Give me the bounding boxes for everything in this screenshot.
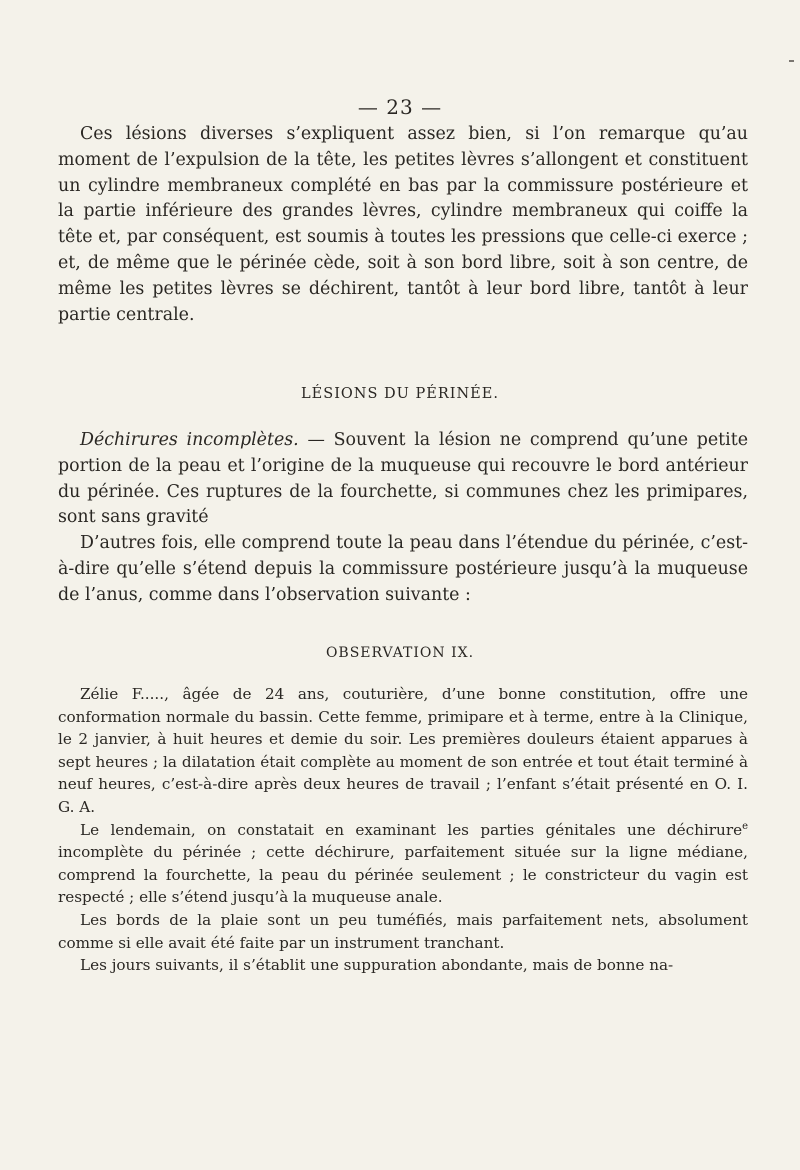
- superscript-e: e: [742, 820, 748, 832]
- observation-paragraph-2-start: Le lendemain, on constatait en examinant les parties génitales une déchirure: [80, 820, 743, 839]
- section-paragraph-1: [58, 428, 748, 531]
- page-edge-mark: [789, 60, 794, 62]
- intro-paragraph: Ces lésions diverses s’expliquent assez bien, si l’on remarque qu’au moment de l’expulsion de la tête, les petites lèvres s’allongent et constituent un cylindre membraneux complété en bas par la commissure postérieure et la partie inférieure des grandes lèvres, cylindre membraneux qui coiffe la tête et, par conséquent, est soumis à toutes les pressions que celle-ci exerce ; et, de même que le périnée cède, soit à son bord libre, soit à son centre, de même les petites lèvres se déchirent, tantôt à leur bord libre, tantôt à leur partie centrale.: [58, 124, 748, 325]
- observation-paragraph-1: Zélie F....., âgée de 24 ans, couturière, d’une bonne constitution, offre une conformation normale du bassin. Cette femme, primipare et à terme, entre à la Clinique, le 2 janvier, à huit heures et demie du soir. Les premières douleurs étaient apparues à sept heures ; la dilatation était complète au moment de son entrée et tout était terminé à neuf heures, c’est-à-dire après deux heures de travail ; l’enfant s’était présenté en O. I. G. A.: [58, 685, 748, 816]
- observation-body: [58, 683, 748, 977]
- observation-paragraph-4: Les jours suivants, il s’établit une suppuration abondante, mais de bonne na-: [80, 956, 674, 975]
- observation-paragraph-2: [58, 819, 748, 909]
- section-paragraph-2: D’autres fois, elle comprend toute la peau dans l’étendue du périnée, c’est-à-dire qu’elle s’étend depuis la commissure postérieure jusqu’à la muqueuse de l’anus, comme dans l’observation suivante :: [58, 533, 748, 605]
- observation-paragraph-2-end: incomplète du périnée ; cette déchirure, parfaitement située sur la ligne médiane, comprend la fourchette, la peau du périnée seulement ; le constricteur du vagin est respecté ; elle s’étend jusqu’à la muqueuse anale.: [58, 843, 748, 907]
- section-paragraph-1-text: — Souvent la lésion ne comprend qu’une petite portion de la peau et l’origine de la muqueuse qui recouvre le bord antérieur du périnée. Ces ruptures de la fourchette, si communes chez les primipares, sont sans gravité: [58, 430, 748, 528]
- intro-block: [58, 122, 748, 328]
- section-body: [58, 428, 748, 609]
- observation-heading: OBSERVATION IX.: [325, 645, 475, 661]
- italic-lead: Déchirures incomplètes.: [80, 430, 299, 450]
- section-heading: LÉSIONS DU PÉRINÉE.: [301, 386, 499, 402]
- page-number: — 23 —: [357, 95, 443, 119]
- observation-paragraph-3: Les bords de la plaie sont un peu tuméfiés, mais parfaitement nets, absolument comme si elle avait été faite par un instrument tranchant.: [58, 910, 748, 952]
